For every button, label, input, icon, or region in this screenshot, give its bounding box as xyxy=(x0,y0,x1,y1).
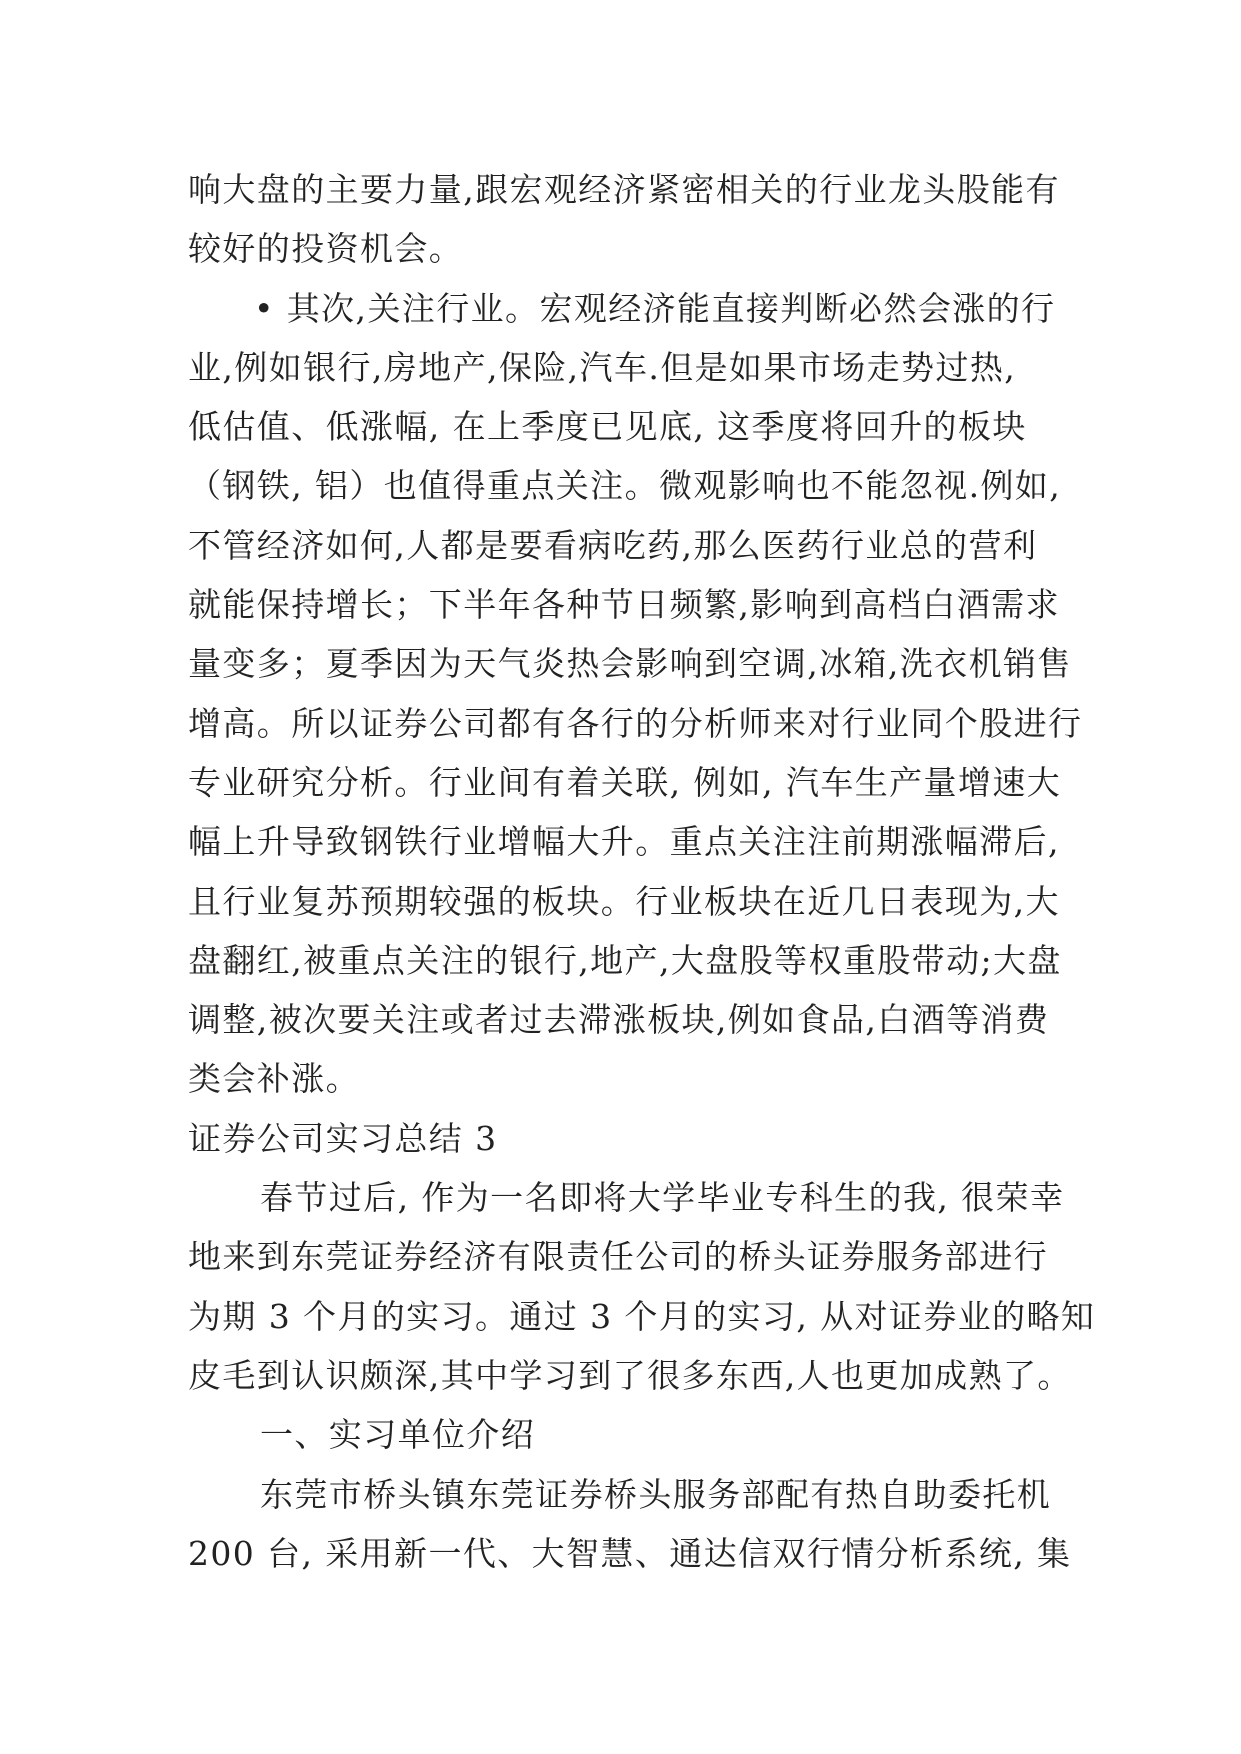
document-body xyxy=(188,160,1096,1583)
text-line: 调整,被次要关注或者过去滞涨板块,例如食品,白酒等消费 xyxy=(188,1000,1050,1040)
text-line: 较好的投资机会。 xyxy=(188,229,464,269)
text-line: 幅上升导致钢铁行业增幅大升。重点关注注前期涨幅滞后, xyxy=(188,822,1060,862)
text-line: 响大盘的主要力量,跟宏观经济紧密相关的行业龙头股能有 xyxy=(188,170,1060,209)
text-line: 增高。所以证券公司都有各行的分析师来对行业同个股进行 xyxy=(188,703,1083,743)
text-line: 量变多；夏季因为天气炎热会影响到空调,冰箱,洗衣机销售 xyxy=(188,644,1072,684)
text-line: 不管经济如何,人都是要看病吃药,那么医药行业总的营利 xyxy=(188,525,1038,565)
text-line: 地来到东莞证券经济有限责任公司的桥头证券服务部进行 xyxy=(188,1237,1048,1277)
text-line: 东莞市桥头镇东莞证券桥头服务部配有热自助委托机 xyxy=(260,1474,1052,1514)
text-line: 低估值、低涨幅, 在上季度已见底, 这季度将回升的板块 xyxy=(188,407,1027,447)
text-line: 皮毛到认识颇深,其中学习到了很多东西,人也更加成熟了。 xyxy=(188,1355,1072,1395)
subsection-heading: 一、实习单位介绍 xyxy=(260,1415,536,1455)
text-line: 就能保持增长；下半年各种节日频繁,影响到高档白酒需求 xyxy=(188,585,1060,625)
text-line: 春节过后, 作为一名即将大学毕业专科生的我, 很荣幸 xyxy=(260,1178,1065,1218)
bullet-line: • 其次,关注行业。宏观经济能直接判断必然会涨的行 xyxy=(254,288,1056,328)
text-line: 盘翻红,被重点关注的银行,地产,大盘股等权重股带动;大盘 xyxy=(188,940,1062,980)
text-line: 专业研究分析。行业间有着关联, 例如, 汽车生产量增速大 xyxy=(188,762,1062,802)
text-line: 200 台, 采用新一代、大智慧、通达信双行情分析系统, 集 xyxy=(188,1533,1072,1573)
text-line: 业,例如银行,房地产,保险,汽车.但是如果市场走势过热, xyxy=(188,347,1017,387)
section-heading: 证券公司实习总结 3 xyxy=(188,1118,498,1158)
text-line: 且行业复苏预期较强的板块。行业板块在近几日表现为,大 xyxy=(188,881,1060,921)
text-line: 类会补涨。 xyxy=(188,1059,360,1099)
text-line: 为期 3 个月的实习。通过 3 个月的实习, 从对证券业的略知 xyxy=(188,1296,1096,1336)
text-line: （钢铁, 铝）也值得重点关注。微观影响也不能忽视.例如, xyxy=(188,466,1062,506)
